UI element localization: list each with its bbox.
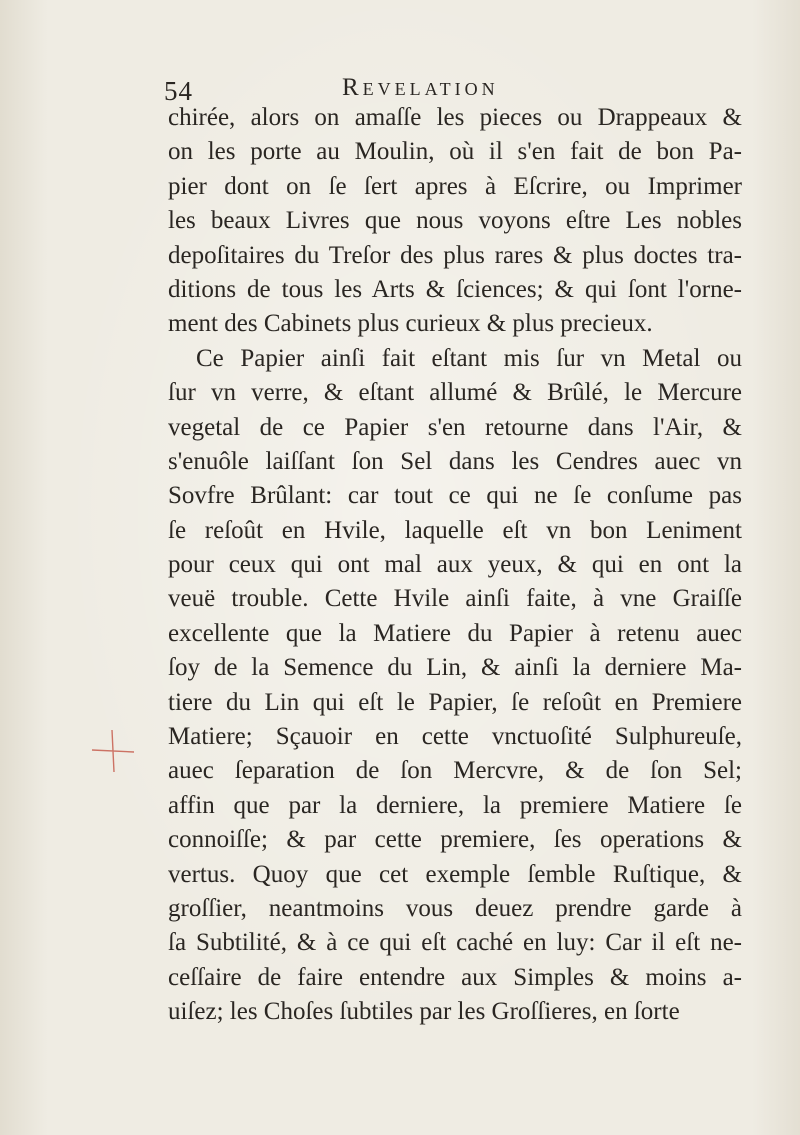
text-line: Sovfre Brûlant: car tout ce qui ne ſe conſume pas	[168, 482, 742, 510]
text-line: veuë trouble. Cette Hvile ainſi faite, à vne Graiſſe	[168, 585, 742, 613]
text-line: Matiere; Sçauoir en cette vnctuoſité Sulphureuſe,	[168, 723, 742, 751]
margin-cross-mark	[88, 728, 138, 774]
text-line: on les porte au Moulin, où il s'en fait de bon Pa-	[168, 138, 742, 166]
text-line: chirée, alors on amaſſe les pieces ou Drappeaux &	[168, 104, 742, 131]
text-line: auec ſeparation de ſon Mercvre, & de ſon Sel;	[168, 757, 742, 785]
text-line: ditions de tous les Arts & ſciences; & qui ſont l'orne-	[168, 275, 742, 303]
body-text	[168, 101, 742, 1030]
running-title: Revelation	[342, 74, 499, 101]
text-line: pour ceux qui ont mal aux yeux, & qui en ont la	[168, 551, 742, 579]
text-line: ment des Cabinets plus curieux & plus precieux.	[168, 310, 653, 338]
text-line: les beaux Livres que nous voyons eſtre Les nobles	[168, 207, 742, 235]
text-line: tiere du Lin qui eſt le Papier, ſe reſoût en Premiere	[168, 688, 742, 716]
text-line: groſſier, neantmoins vous deuez prendre garde à	[168, 894, 742, 922]
text-line: ſa Subtilité, & à ce qui eſt caché en luy: Car il eſt ne-	[168, 929, 742, 957]
page-header	[162, 66, 742, 106]
text-line: depoſitaires du Treſor des plus rares & plus doctes tra-	[168, 241, 742, 269]
text-line: s'enuôle laiſſant ſon Sel dans les Cendres auec vn	[168, 447, 742, 475]
text-line: ſoy de la Semence du Lin, & ainſi la derniere Ma-	[168, 654, 742, 682]
text-line: pier dont on ſe ſert apres à Eſcrire, ou Imprimer	[168, 172, 742, 200]
text-line: ſur vn verre, & eſtant allumé & Brûlé, le Mercure	[168, 379, 742, 407]
text-line: affin que par la derniere, la premiere Matiere ſe	[168, 791, 742, 819]
text-line: Ce Papier ainſi fait eſtant mis ſur vn Metal ou	[196, 344, 742, 372]
text-line: uiſez; les Choſes ſubtiles par les Groſſieres, en ſorte	[168, 998, 680, 1026]
text-line: ſe reſoût en Hvile, laquelle eſt vn bon Leniment	[168, 516, 742, 544]
page-number: 54	[164, 76, 193, 106]
text-line: connoiſſe; & par cette premiere, ſes operations &	[168, 826, 742, 854]
text-line: ceſſaire de faire entendre aux Simples & moins a-	[168, 963, 742, 991]
text-line: vegetal de ce Papier s'en retourne dans l'Air, &	[168, 413, 742, 441]
text-line: excellente que la Matiere du Papier à retenu auec	[168, 619, 742, 647]
text-line: vertus. Quoy que cet exemple ſemble Ruſtique, &	[168, 860, 742, 888]
